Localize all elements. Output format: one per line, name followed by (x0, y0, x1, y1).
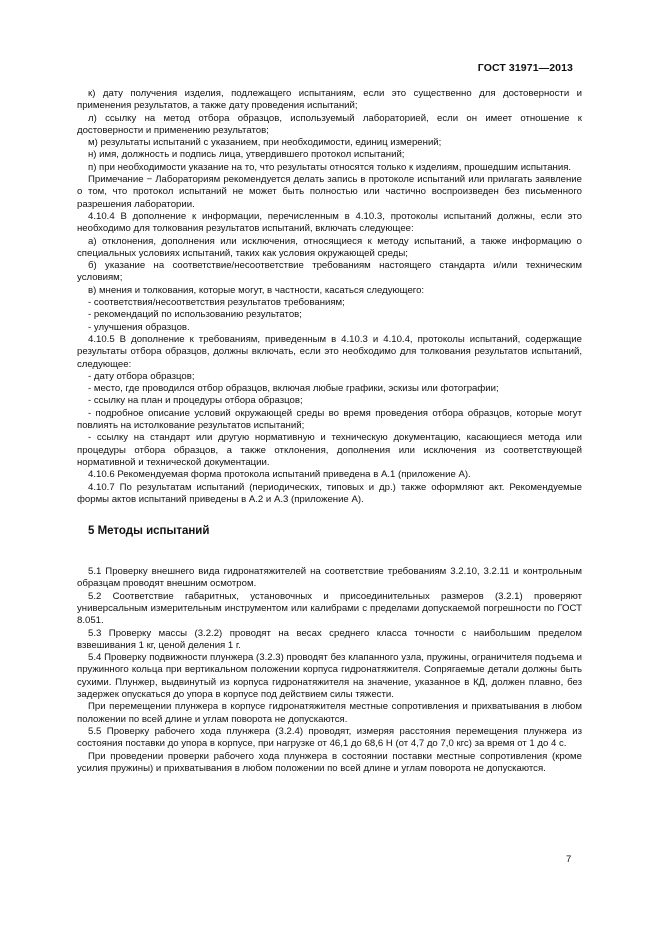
list-item-a: а) отклонения, дополнения или исключения, относящиеся к методу испытаний, а также информацию о специальных условиях испытаний, таких как условия окружающей среды; (77, 235, 582, 259)
page-content (77, 88, 582, 775)
list-item-dash: - ссылку на стандарт или другую нормативную и техническую документацию, касающиеся метода или процедуры отбора образцов, а также отклонения, дополнения или исключения из соответствующей нормативной и технической документации. (77, 432, 582, 468)
clause-4-10-4: 4.10.4 В дополнение к информации, перечисленным в 4.10.3, протоколы испытаний должны, если это необходимо для толкования результатов испытаний, включать следующее: (77, 210, 582, 235)
list-item-p: п) при необходимости указание на то, что результаты относятся только к изделиям, прошедшим испытания. (88, 161, 572, 173)
list-item-dash: - улучшения образцов. (88, 321, 190, 333)
list-item-b: б) указание на соответствие/несоответствие требованиям настоящего стандарта и/или техническим условиям; (77, 260, 582, 284)
list-item-n: н) имя, должность и подпись лица, утвердившего протокол испытаний; (88, 149, 405, 161)
clause-5-1: 5.1 Проверку внешнего вида гидронатяжителей на соответствие требованиям 3.2.10, 3.2.11 и контрольным образцам проводят внешним осмотром. (77, 566, 582, 590)
clause-5-3: 5.3 Проверку массы (3.2.2) проводят на весах среднего класса точности с наибольшим пределом взвешивания 1 кг, ценой деления 1 г. (77, 627, 582, 651)
list-item-dash: - место, где проводился отбор образцов, включая любые графики, эскизы или фотографии; (88, 383, 499, 395)
section-title: 5 Методы испытаний (88, 525, 210, 538)
list-item-v: в) мнения и толкования, которые могут, в частности, касаться следующего: (88, 284, 425, 296)
page-number: 7 (566, 854, 572, 865)
list-item-dash: - подробное описание условий окружающей среды во время проведения отбора образцов, которые могут повлиять на истолкование результатов испытаний; (77, 407, 582, 432)
list-item-dash: - ссылку на план и процедуры отбора образцов; (88, 395, 303, 407)
clause-5-5: 5.5 Проверку рабочего хода плунжера (3.2.4) проводят, измеряя расстояния перемещения плунжера из состояния поставки до упора в корпусе, при нагрузке от 46,1 до 68,6 Н (от 4,7 до 7,0 кгс) за время от 1 до 4 с. (77, 725, 582, 750)
clause-4-10-5: 4.10.5 В дополнение к требованиям, приведенным в 4.10.3 и 4.10.4, протоколы испытаний, содержащие результаты отбора образцов, должны включать, если это необходимо для толкования результатов испытаний, следующее: (77, 333, 582, 370)
note-paragraph: Примечание − Лабораториям рекомендуется делать запись в протоколе испытаний или прилагать заявление о том, что протокол испытаний не может быть полностью или частично воспроизведен без письменного разрешения лаборатории. (77, 174, 582, 210)
list-item-k: к) дату получения изделия, подлежащего испытаниям, если это существенно для достоверности и применения результатов, а также дату проведения испытаний; (77, 88, 582, 112)
list-item-m: м) результаты испытаний с указанием, при необходимости, единиц измерений; (88, 137, 442, 149)
list-item-dash: - дату отбора образцов; (88, 370, 195, 382)
list-item-l: л) ссылку на метод отбора образцов, используемый лабораторией, если он имеет отношение к достоверности и применению результатов; (77, 112, 582, 136)
clause-4-10-7: 4.10.7 По результатам испытаний (периодических, типовых и др.) также оформляют акт. Рекомендуемые формы актов испытаний приведены в А.2 и А.3 (приложение А). (77, 481, 582, 505)
clause-4-10-6: 4.10.6 Рекомендуемая форма протокола испытаний приведена в А.1 (приложение А). (88, 469, 471, 481)
clause-5-4-note: При перемещении плунжера в корпусе гидронатяжителя местные сопротивления и прихватывания в любом положении по всей длине и углам поворота не допускаются. (77, 701, 582, 725)
clause-5-4: 5.4 Проверку подвижности плунжера (3.2.3) проводят без клапанного узла, пружины, ограничителя подъема и пружинного кольца при вертикальном положении корпуса гидронатяжителя. Сопрягаемые детали должны быть сухими. Плунжер, выдвинутый из корпуса гидронатяжителя на значение, указанное в КД, должен плавно, без задержек опускаться до упора в корпусе под действием силы тяжести. (77, 652, 582, 701)
document-code: ГОСТ 31971—2013 (477, 62, 573, 74)
clause-5-5-note: При проведении проверки рабочего хода плунжера в состоянии поставки местные сопротивления (кроме усилия пружины) и прихватывания в любом положении по всей длине и углам поворота не допускаются. (77, 750, 582, 774)
list-item-dash: - рекомендаций по использованию результатов; (88, 309, 302, 321)
clause-5-2: 5.2 Соответствие габаритных, установочных и присоединительных размеров (3.2.1) проверяют универсальным измерительным инструментом или калибрами с пределами допускаемой погрешности по ГОСТ 8.051. (77, 590, 582, 627)
list-item-dash: - соответствия/несоответствия результатов требованиям; (88, 297, 345, 309)
